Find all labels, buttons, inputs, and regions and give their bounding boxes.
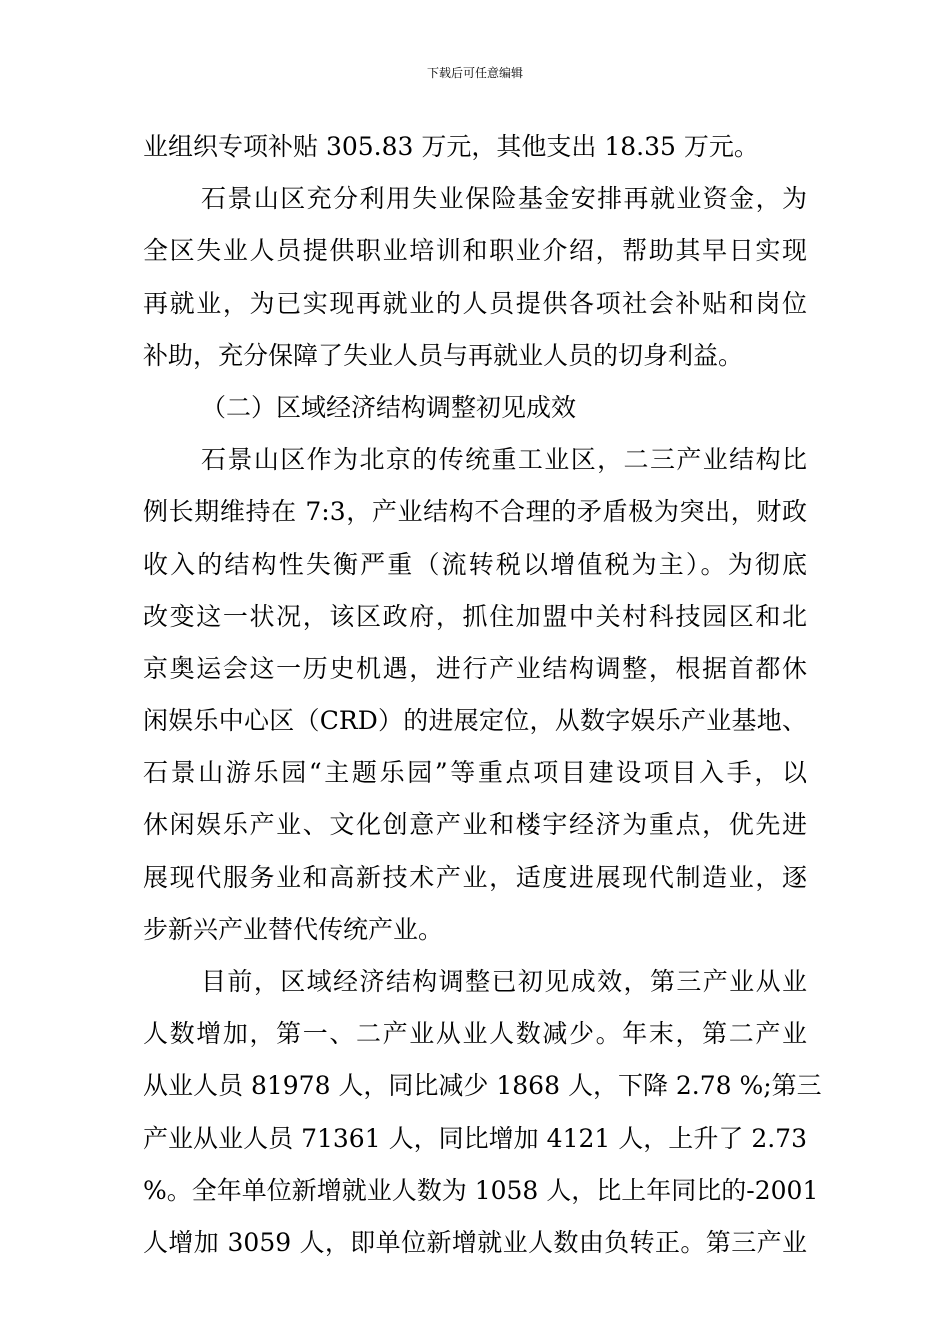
text-line: 石景山区充分利用失业保险基金安排再就业资金，为	[201, 184, 807, 214]
text-line: 步新兴产业替代传统产业。	[143, 914, 444, 944]
text-line: 业组织专项补贴 305.83 万元，其他支出 18.35 万元。	[143, 132, 759, 161]
paragraph-employment-statistics	[143, 956, 822, 1269]
text-line: 人数增加，第一、二产业从业人数减少。年末，第二产业	[143, 1019, 807, 1049]
document-body	[143, 121, 822, 1269]
text-line: 产业从业人员 71361 人，同比增加 4121 人，上升了 2.73	[143, 1123, 807, 1153]
section-heading	[143, 382, 807, 434]
text-line: 全区失业人员提供职业培训和职业介绍，帮助其早日实现	[143, 236, 807, 266]
page-header: 下载后可任意编辑	[426, 66, 523, 80]
paragraph-industrial-restructuring	[143, 434, 807, 956]
text-line: 改变这一状况，该区政府，抓住加盟中关村科技园区和北	[143, 601, 807, 631]
paragraph-unemployment-fund	[143, 173, 807, 382]
paragraph-subsidy-expenses	[143, 121, 807, 173]
text-line: 从业人员 81978 人，同比减少 1868 人，下降 2.78 %;第三	[143, 1071, 822, 1101]
text-line: 补助，充分保障了失业人员与再就业人员的切身利益。	[143, 340, 744, 370]
text-line: 再就业，为已实现再就业的人员提供各项社会补贴和岗位	[143, 288, 807, 318]
text-line: 石景山游乐园“主题乐园”等重点项目建设项目入手，以	[143, 758, 807, 788]
text-line: 展现代服务业和高新技术产业，适度进展现代制造业，逐	[143, 862, 807, 892]
text-line: 例长期维持在 7:3，产业结构不合理的矛盾极为突出，财政	[143, 497, 807, 527]
text-line: 石景山区作为北京的传统重工业区，二三产业结构比	[201, 445, 807, 475]
text-line: 京奥运会这一历史机遇，进行产业结构调整，根据首都休	[143, 653, 807, 683]
text-line: 人增加 3059 人，即单位新增就业人数由负转正。第三产业	[143, 1227, 807, 1257]
text-line: 休闲娱乐产业、文化创意产业和楼宇经济为重点，优先进	[143, 810, 807, 840]
section-title: （二）区域经济结构调整初见成效	[201, 392, 577, 422]
text-line: 目前，区域经济结构调整已初见成效，第三产业从业	[201, 967, 807, 996]
text-line: 收入的结构性失衡严重（流转税以增值税为主）。为彻底	[143, 549, 807, 579]
text-line: %。全年单位新增就业人数为 1058 人，比上年同比的-2001	[143, 1175, 819, 1205]
text-line: 闲娱乐中心区（CRD）的进展定位，从数字娱乐产业基地、	[143, 706, 807, 736]
